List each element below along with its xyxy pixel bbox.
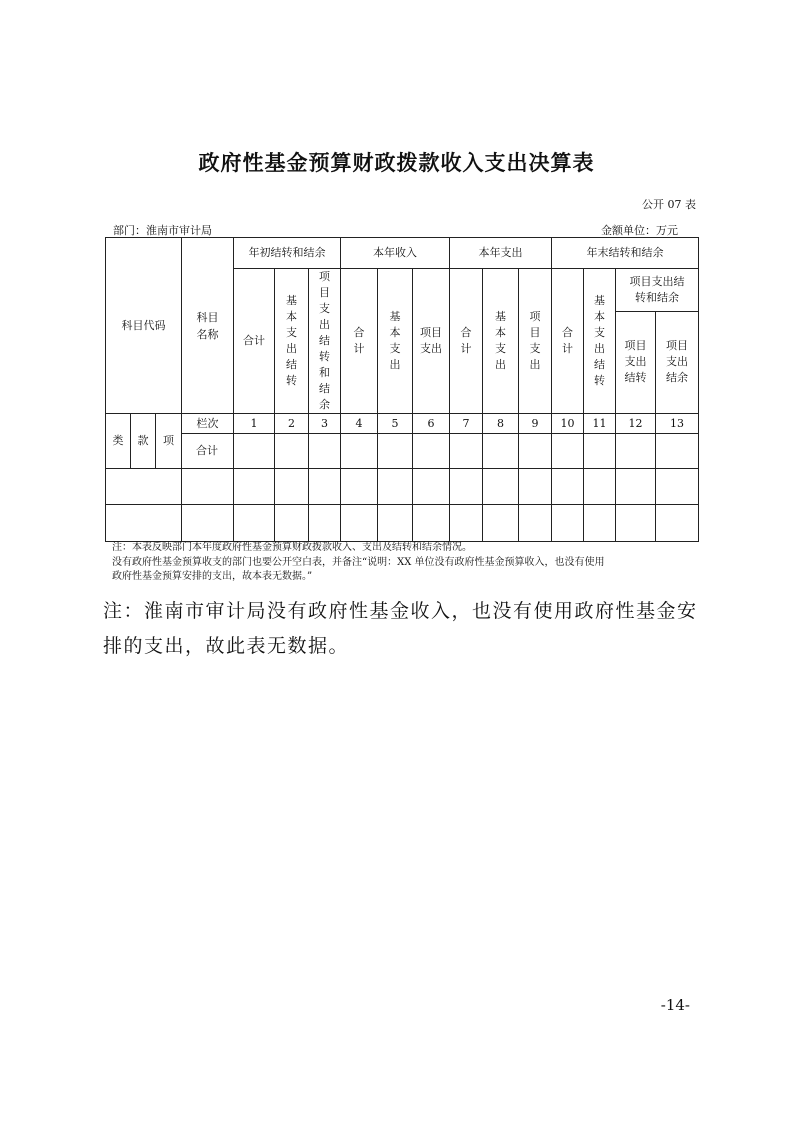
header-end-project-surplus: 项目支出结余 [656,311,699,413]
header-begin-basic: 基本支出结转 [275,269,309,414]
cell [552,469,584,505]
header-income-basic: 基本支出 [378,269,413,414]
header-end-balance: 年末结转和结余 [552,238,699,269]
cell [309,469,341,505]
col-number: 7 [450,414,483,434]
cell [182,469,234,505]
explanatory-note: 注：淮南市审计局没有政府性基金收入，也没有使用政府性基金安排的支出，故此表无数据。 [103,600,698,657]
header-expense-basic: 基本支出 [483,269,519,414]
cell [450,505,483,542]
col-number: 3 [309,414,341,434]
cell [519,469,552,505]
department-label: 部门：淮南市审计局 [113,224,212,237]
col-number: 2 [275,414,309,434]
cell [584,505,616,542]
header-begin-total: 合计 [234,269,275,414]
col-number: 12 [616,414,656,434]
col-number: 13 [656,414,699,434]
header-end-project-carry: 项目支出结转 [616,311,656,413]
col-number: 1 [234,414,275,434]
cell [519,505,552,542]
row-total-label: 合计 [182,434,234,469]
cell [275,505,309,542]
col-number: 9 [519,414,552,434]
header-begin-balance: 年初结转和结余 [234,238,341,269]
cell [106,505,182,542]
cell [182,505,234,542]
cell [275,469,309,505]
sub-xiang: 项 [156,414,182,469]
footnote-line-3: 政府性基金预算安排的支出，故本表无数据。” [112,571,313,582]
budget-table [105,237,699,542]
header-income-project: 项目支出 [413,269,450,414]
header-expense-project: 项目支出 [519,269,552,414]
table-row-total [106,434,699,469]
header-income-total: 合计 [341,269,378,414]
cell [275,434,309,469]
cell [378,505,413,542]
cell [413,434,450,469]
cell [378,434,413,469]
header-expense: 本年支出 [450,238,552,269]
header-end-total: 合计 [552,269,584,414]
form-code: 公开 07 表 [642,198,696,211]
cell [341,505,378,542]
col-number: 4 [341,414,378,434]
table-row [106,505,699,542]
cell [616,469,656,505]
header-expense-total: 合计 [450,269,483,414]
cell [234,469,275,505]
footnote-line-2: 没有政府性基金预算收支的部门也要公开空白表，并备注“说明：XX 单位没有政府性基金预算收入，也没有使用 [112,557,605,568]
header-name: 科目名称 [182,238,234,414]
cell [616,505,656,542]
sub-kuan: 款 [131,414,156,469]
cell [106,469,182,505]
cell [519,434,552,469]
col-number: 11 [584,414,616,434]
cell [656,434,699,469]
col-number: 10 [552,414,584,434]
cell [413,469,450,505]
cell [450,434,483,469]
footnote-line-1: 注：本表反映部门本年度政府性基金预算财政拨款收入、支出及结转和结余情况。 [112,542,472,553]
cell [309,434,341,469]
col-number: 6 [413,414,450,434]
cell [656,505,699,542]
header-income: 本年收入 [341,238,450,269]
cell [552,434,584,469]
cell [584,434,616,469]
cell [309,505,341,542]
cell [450,469,483,505]
col-number: 5 [378,414,413,434]
cell [584,469,616,505]
page-number: -14- [660,996,690,1014]
sub-lei: 类 [106,414,131,469]
cell [483,469,519,505]
cell [234,434,275,469]
cell [341,434,378,469]
col-number: 8 [483,414,519,434]
cell [616,434,656,469]
cell [656,469,699,505]
unit-label: 金额单位：万元 [601,224,678,237]
row-lanci: 栏次 [182,414,234,434]
table-row [106,469,699,505]
header-begin-project: 项目支出结转和结余 [309,269,341,414]
cell [413,505,450,542]
page-title: 政府性基金预算财政拨款收入支出决算表 [198,151,595,175]
cell [234,505,275,542]
header-end-basic: 基本支出结转 [584,269,616,414]
header-end-project-group: 项目支出结转和结余 [616,269,699,312]
cell [483,434,519,469]
cell [552,505,584,542]
cell [378,469,413,505]
cell [483,505,519,542]
header-code: 科目代码 [106,238,182,414]
cell [341,469,378,505]
